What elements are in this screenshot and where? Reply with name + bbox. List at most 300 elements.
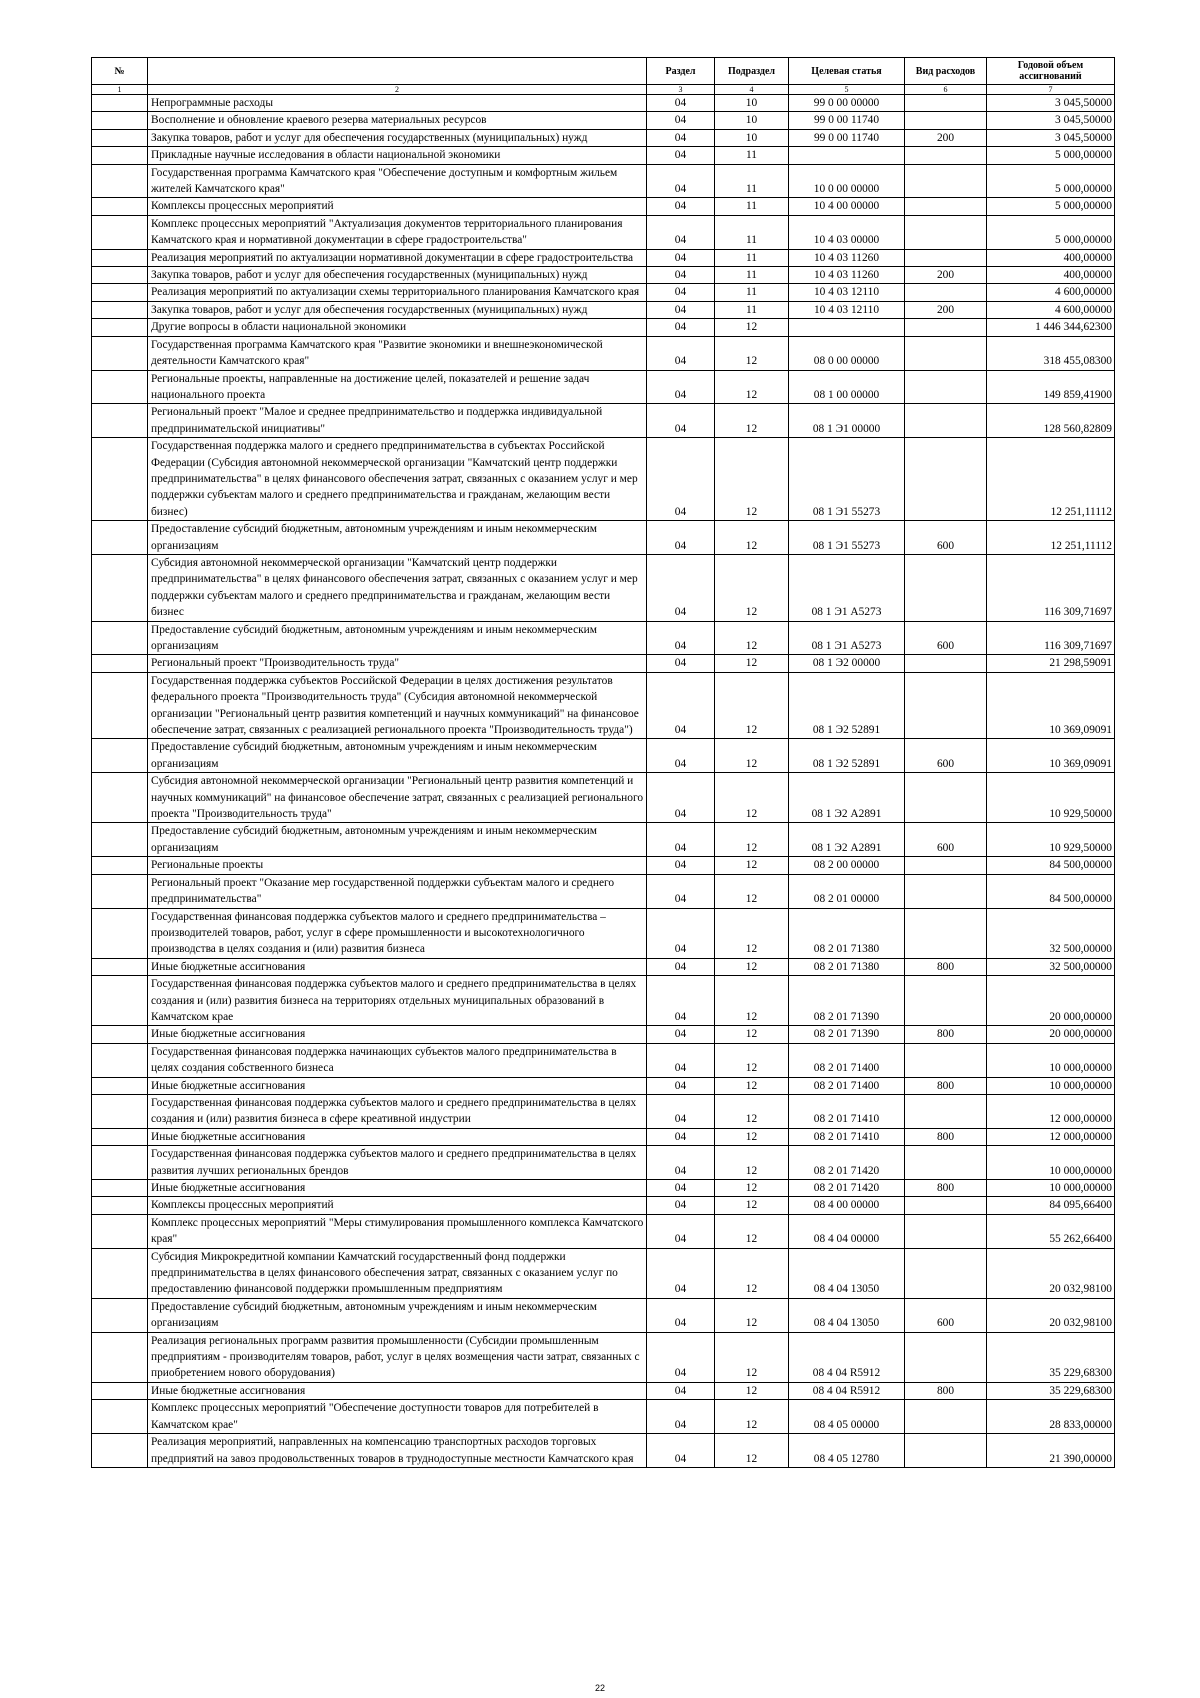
row-kind-cell	[905, 1248, 987, 1298]
row-name-cell: Реализация мероприятий по актуализации схемы территориального планирования Камчатского края	[148, 284, 647, 301]
row-number-cell	[92, 521, 148, 555]
header-amount: Годовой объем ассигнований	[987, 58, 1115, 85]
row-subsection-cell: 12	[715, 1043, 789, 1077]
row-amount-cell: 10 000,00000	[987, 1077, 1115, 1094]
row-subsection-cell: 11	[715, 284, 789, 301]
row-subsection-cell: 12	[715, 739, 789, 773]
row-number-cell	[92, 301, 148, 318]
table-row	[92, 147, 1115, 164]
row-amount-cell: 318 455,08300	[987, 336, 1115, 370]
row-amount-cell: 10 000,00000	[987, 1146, 1115, 1180]
row-kind-cell: 800	[905, 1128, 987, 1145]
row-amount-cell: 10 000,00000	[987, 1180, 1115, 1197]
row-name-cell: Иные бюджетные ассигнования	[148, 958, 647, 975]
row-kind-cell	[905, 1332, 987, 1382]
row-number-cell	[92, 284, 148, 301]
row-subsection-cell: 12	[715, 1434, 789, 1468]
row-section-cell: 04	[647, 319, 715, 336]
table-row	[92, 1400, 1115, 1434]
row-section-cell: 04	[647, 1146, 715, 1180]
row-name-cell: Региональные проекты, направленные на достижение целей, показателей и решение задач национального проекта	[148, 370, 647, 404]
row-subsection-cell: 12	[715, 1077, 789, 1094]
row-subsection-cell: 12	[715, 438, 789, 521]
row-name-cell: Закупка товаров, работ и услуг для обеспечения государственных (муниципальных) нужд	[148, 129, 647, 146]
row-section-cell: 04	[647, 1094, 715, 1128]
row-amount-cell: 5 000,00000	[987, 164, 1115, 198]
table-row	[92, 554, 1115, 621]
row-article-cell: 10 0 00 00000	[789, 164, 905, 198]
table-row	[92, 319, 1115, 336]
row-article-cell: 08 1 Э2 А2891	[789, 823, 905, 857]
table-row	[92, 773, 1115, 823]
row-name-cell: Непрограммные расходы	[148, 95, 647, 112]
row-name-cell: Иные бюджетные ассигнования	[148, 1077, 647, 1094]
row-kind-cell	[905, 1094, 987, 1128]
row-name-cell: Региональный проект "Малое и среднее предпринимательство и поддержка индивидуальной предпринимательской инициативы"	[148, 404, 647, 438]
table-row	[92, 129, 1115, 146]
row-subsection-cell: 11	[715, 215, 789, 249]
row-amount-cell: 32 500,00000	[987, 908, 1115, 958]
row-subsection-cell: 12	[715, 773, 789, 823]
row-number-cell	[92, 1434, 148, 1468]
row-subsection-cell: 11	[715, 147, 789, 164]
row-number-cell	[92, 621, 148, 655]
row-name-cell: Реализация региональных программ развития промышленности (Субсидии промышленным предприятиям - производителям товаров, работ, услуг в целях возмещения части затрат, связанных с приобретением нового оборудования)	[148, 1332, 647, 1382]
row-amount-cell: 35 229,68300	[987, 1382, 1115, 1399]
row-number-cell	[92, 1248, 148, 1298]
row-subsection-cell: 12	[715, 857, 789, 874]
row-subsection-cell: 12	[715, 1400, 789, 1434]
row-section-cell: 04	[647, 1382, 715, 1399]
row-article-cell: 08 1 Э2 52891	[789, 672, 905, 739]
row-section-cell: 04	[647, 267, 715, 284]
row-section-cell: 04	[647, 655, 715, 672]
row-section-cell: 04	[647, 621, 715, 655]
table-row	[92, 1094, 1115, 1128]
row-section-cell: 04	[647, 1214, 715, 1248]
row-number-cell	[92, 1146, 148, 1180]
row-article-cell: 08 4 04 00000	[789, 1214, 905, 1248]
row-kind-cell	[905, 1400, 987, 1434]
row-amount-cell: 21 298,59091	[987, 655, 1115, 672]
table-row	[92, 739, 1115, 773]
row-section-cell: 04	[647, 370, 715, 404]
row-kind-cell: 600	[905, 739, 987, 773]
row-subsection-cell: 12	[715, 1180, 789, 1197]
row-section-cell: 04	[647, 1400, 715, 1434]
row-number-cell	[92, 438, 148, 521]
row-amount-cell: 10 000,00000	[987, 1043, 1115, 1077]
row-number-cell	[92, 976, 148, 1026]
row-name-cell: Государственная поддержка малого и среднего предпринимательства в субъектах Российской Федерации (Субсидия автономной некоммерческой организации "Камчатский центр поддержки предпринимательства" в целях финансового обеспечения затрат, связанных с оказанием услуг и мер поддержки субъектам малого и среднего предпринимательства и гражданам, желающим вести бизнес)	[148, 438, 647, 521]
row-subsection-cell: 12	[715, 1248, 789, 1298]
row-article-cell: 10 4 03 00000	[789, 215, 905, 249]
row-name-cell: Предоставление субсидий бюджетным, автономным учреждениям и иным некоммерческим организациям	[148, 823, 647, 857]
row-amount-cell: 12 251,11112	[987, 521, 1115, 555]
row-number-cell	[92, 554, 148, 621]
column-number: 1	[92, 85, 148, 95]
row-number-cell	[92, 1298, 148, 1332]
row-subsection-cell: 12	[715, 908, 789, 958]
row-amount-cell: 20 000,00000	[987, 1026, 1115, 1043]
row-number-cell	[92, 823, 148, 857]
row-amount-cell: 20 032,98100	[987, 1298, 1115, 1332]
column-number: 6	[905, 85, 987, 95]
budget-table	[91, 57, 1115, 1468]
table-row	[92, 908, 1115, 958]
row-name-cell: Предоставление субсидий бюджетным, автономным учреждениям и иным некоммерческим организациям	[148, 521, 647, 555]
row-kind-cell: 600	[905, 823, 987, 857]
row-section-cell: 04	[647, 301, 715, 318]
row-number-cell	[92, 655, 148, 672]
row-subsection-cell: 12	[715, 554, 789, 621]
row-article-cell: 08 1 Э1 55273	[789, 521, 905, 555]
table-row	[92, 1180, 1115, 1197]
row-subsection-cell: 11	[715, 267, 789, 284]
table-row	[92, 336, 1115, 370]
header-kind: Вид расходов	[905, 58, 987, 85]
table-row	[92, 1128, 1115, 1145]
row-section-cell: 04	[647, 823, 715, 857]
row-name-cell: Государственная финансовая поддержка субъектов малого и среднего предпринимательства в целях создания и (или) развития бизнеса на территориях отдельных муниципальных образований в Камчатском крае	[148, 976, 647, 1026]
table-row	[92, 958, 1115, 975]
row-number-cell	[92, 874, 148, 908]
row-amount-cell: 20 032,98100	[987, 1248, 1115, 1298]
row-subsection-cell: 12	[715, 976, 789, 1026]
row-name-cell: Восполнение и обновление краевого резерва материальных ресурсов	[148, 112, 647, 129]
row-subsection-cell: 12	[715, 404, 789, 438]
row-article-cell	[789, 319, 905, 336]
row-subsection-cell: 10	[715, 95, 789, 112]
row-name-cell: Иные бюджетные ассигнования	[148, 1026, 647, 1043]
row-number-cell	[92, 336, 148, 370]
header-article: Целевая статья	[789, 58, 905, 85]
row-article-cell: 08 2 01 71380	[789, 908, 905, 958]
row-name-cell: Прикладные научные исследования в области национальной экономики	[148, 147, 647, 164]
row-kind-cell	[905, 908, 987, 958]
row-kind-cell: 800	[905, 1382, 987, 1399]
row-name-cell: Иные бюджетные ассигнования	[148, 1382, 647, 1399]
header-row	[92, 58, 1115, 85]
row-section-cell: 04	[647, 857, 715, 874]
row-section-cell: 04	[647, 1043, 715, 1077]
table-row	[92, 976, 1115, 1026]
row-article-cell: 08 2 01 71390	[789, 976, 905, 1026]
row-kind-cell	[905, 95, 987, 112]
row-number-cell	[92, 857, 148, 874]
row-amount-cell: 84 500,00000	[987, 857, 1115, 874]
row-section-cell: 04	[647, 336, 715, 370]
row-article-cell: 08 2 01 71410	[789, 1094, 905, 1128]
row-number-cell	[92, 1094, 148, 1128]
row-article-cell: 08 2 01 00000	[789, 874, 905, 908]
table-row	[92, 621, 1115, 655]
row-subsection-cell: 12	[715, 1146, 789, 1180]
row-name-cell: Комплекс процессных мероприятий "Обеспечение доступности товаров для потребителей в Камчатском крае"	[148, 1400, 647, 1434]
row-name-cell: Государственная поддержка субъектов Российской Федерации в целях достижения результатов федерального проекта "Производительность труда" (Субсидия автономной некоммерческой организации "Региональный центр развития компетенций и научных коммуникаций" на финансовое обеспечение затрат, связанных с реализацией регионального проекта "Производительность труда")	[148, 672, 647, 739]
row-number-cell	[92, 129, 148, 146]
row-number-cell	[92, 164, 148, 198]
row-section-cell: 04	[647, 521, 715, 555]
row-subsection-cell: 11	[715, 198, 789, 215]
row-subsection-cell: 12	[715, 1128, 789, 1145]
row-name-cell: Субсидия автономной некоммерческой организации "Региональный центр развития компетенций и научных коммуникаций" на финансовое обеспечение затрат, связанных с реализацией регионального проекта "Производительность труда"	[148, 773, 647, 823]
table-row	[92, 823, 1115, 857]
row-number-cell	[92, 404, 148, 438]
row-article-cell: 10 4 00 00000	[789, 198, 905, 215]
row-section-cell: 04	[647, 164, 715, 198]
row-kind-cell: 200	[905, 301, 987, 318]
row-amount-cell: 20 000,00000	[987, 976, 1115, 1026]
row-article-cell: 08 4 00 00000	[789, 1197, 905, 1214]
row-name-cell: Государственная финансовая поддержка начинающих субъектов малого предпринимательства в целях создания собственного бизнеса	[148, 1043, 647, 1077]
row-subsection-cell: 10	[715, 112, 789, 129]
row-kind-cell: 800	[905, 958, 987, 975]
row-number-cell	[92, 95, 148, 112]
row-kind-cell	[905, 336, 987, 370]
row-name-cell: Реализация мероприятий по актуализации нормативной документации в сфере градостроительства	[148, 249, 647, 266]
row-section-cell: 04	[647, 739, 715, 773]
row-subsection-cell: 12	[715, 1298, 789, 1332]
row-article-cell: 08 1 Э2 А2891	[789, 773, 905, 823]
row-article-cell: 10 4 03 12110	[789, 301, 905, 318]
table-row	[92, 857, 1115, 874]
row-article-cell: 08 1 00 00000	[789, 370, 905, 404]
column-number: 2	[148, 85, 647, 95]
table-row	[92, 301, 1115, 318]
table-row	[92, 198, 1115, 215]
row-article-cell: 08 4 05 00000	[789, 1400, 905, 1434]
row-name-cell: Комплексы процессных мероприятий	[148, 198, 647, 215]
row-amount-cell: 84 095,66400	[987, 1197, 1115, 1214]
row-number-cell	[92, 112, 148, 129]
row-section-cell: 04	[647, 198, 715, 215]
row-subsection-cell: 12	[715, 672, 789, 739]
row-section-cell: 04	[647, 1077, 715, 1094]
row-number-cell	[92, 1128, 148, 1145]
row-amount-cell: 3 045,50000	[987, 95, 1115, 112]
row-subsection-cell: 12	[715, 1094, 789, 1128]
row-kind-cell	[905, 215, 987, 249]
row-number-cell	[92, 773, 148, 823]
row-number-cell	[92, 147, 148, 164]
page-number: 22	[594, 1683, 605, 1693]
table-row	[92, 1248, 1115, 1298]
row-article-cell: 08 1 Э1 А5273	[789, 621, 905, 655]
row-subsection-cell: 12	[715, 1197, 789, 1214]
row-article-cell: 08 2 01 71420	[789, 1146, 905, 1180]
row-amount-cell: 400,00000	[987, 249, 1115, 266]
row-number-cell	[92, 1382, 148, 1399]
row-amount-cell: 116 309,71697	[987, 554, 1115, 621]
row-number-cell	[92, 249, 148, 266]
table-row	[92, 521, 1115, 555]
column-number-row	[92, 85, 1115, 95]
row-name-cell: Комплекс процессных мероприятий "Меры стимулирования промышленного комплекса Камчатского края"	[148, 1214, 647, 1248]
row-amount-cell: 10 929,50000	[987, 823, 1115, 857]
row-number-cell	[92, 908, 148, 958]
row-subsection-cell: 12	[715, 1332, 789, 1382]
table-body	[92, 95, 1115, 1468]
row-section-cell: 04	[647, 958, 715, 975]
row-section-cell: 04	[647, 438, 715, 521]
row-kind-cell: 600	[905, 621, 987, 655]
column-number: 5	[789, 85, 905, 95]
row-number-cell	[92, 1026, 148, 1043]
row-name-cell: Государственная финансовая поддержка субъектов малого и среднего предпринимательства в целях создания и (или) развития бизнеса в сфере креативной индустрии	[148, 1094, 647, 1128]
row-article-cell: 08 2 00 00000	[789, 857, 905, 874]
row-subsection-cell: 11	[715, 301, 789, 318]
row-section-cell: 04	[647, 1248, 715, 1298]
row-name-cell: Региональный проект "Производительность труда"	[148, 655, 647, 672]
row-number-cell	[92, 1214, 148, 1248]
row-kind-cell	[905, 1146, 987, 1180]
row-number-cell	[92, 1180, 148, 1197]
row-subsection-cell: 12	[715, 1214, 789, 1248]
row-number-cell	[92, 215, 148, 249]
row-amount-cell: 3 045,50000	[987, 129, 1115, 146]
row-kind-cell	[905, 1434, 987, 1468]
row-amount-cell: 1 446 344,62300	[987, 319, 1115, 336]
row-name-cell: Комплекс процессных мероприятий "Актуализация документов территориального планирования Камчатского края и нормативной документации в сфере градостроительства"	[148, 215, 647, 249]
row-section-cell: 04	[647, 284, 715, 301]
row-amount-cell: 28 833,00000	[987, 1400, 1115, 1434]
row-article-cell: 99 0 00 11740	[789, 129, 905, 146]
table-row	[92, 370, 1115, 404]
row-article-cell: 99 0 00 00000	[789, 95, 905, 112]
row-name-cell: Государственная финансовая поддержка субъектов малого и среднего предпринимательства – производителей товаров, работ, услуг в сфере промышленности и высокотехнологичного производства в целях создания и (или) развития бизнеса	[148, 908, 647, 958]
table-row	[92, 267, 1115, 284]
table-row	[92, 284, 1115, 301]
column-number: 4	[715, 85, 789, 95]
row-amount-cell: 4 600,00000	[987, 301, 1115, 318]
table-row	[92, 1332, 1115, 1382]
row-article-cell: 08 1 Э1 А5273	[789, 554, 905, 621]
row-kind-cell: 800	[905, 1026, 987, 1043]
row-number-cell	[92, 198, 148, 215]
row-name-cell: Другие вопросы в области национальной экономики	[148, 319, 647, 336]
row-section-cell: 04	[647, 1026, 715, 1043]
row-article-cell: 08 1 Э2 00000	[789, 655, 905, 672]
row-amount-cell: 32 500,00000	[987, 958, 1115, 975]
row-article-cell: 08 2 01 71400	[789, 1043, 905, 1077]
row-name-cell: Субсидия автономной некоммерческой организации "Камчатский центр поддержки предпринимательства" в целях финансового обеспечения затрат, связанных с оказанием услуг и мер поддержки субъектам малого и среднего предпринимательства и гражданам, желающим вести бизнес	[148, 554, 647, 621]
table-row	[92, 1434, 1115, 1468]
row-name-cell: Закупка товаров, работ и услуг для обеспечения государственных (муниципальных) нужд	[148, 267, 647, 284]
row-amount-cell: 3 045,50000	[987, 112, 1115, 129]
table-row	[92, 874, 1115, 908]
row-article-cell: 08 2 01 71400	[789, 1077, 905, 1094]
row-section-cell: 04	[647, 976, 715, 1026]
row-subsection-cell: 12	[715, 1026, 789, 1043]
row-section-cell: 04	[647, 672, 715, 739]
row-amount-cell: 116 309,71697	[987, 621, 1115, 655]
row-subsection-cell: 11	[715, 164, 789, 198]
row-number-cell	[92, 370, 148, 404]
row-article-cell: 08 1 Э2 52891	[789, 739, 905, 773]
row-section-cell: 04	[647, 1197, 715, 1214]
row-name-cell: Государственная финансовая поддержка субъектов малого и среднего предпринимательства в целях развития лучших региональных брендов	[148, 1146, 647, 1180]
row-subsection-cell: 12	[715, 1382, 789, 1399]
row-article-cell: 08 4 05 12780	[789, 1434, 905, 1468]
row-article-cell: 10 4 03 12110	[789, 284, 905, 301]
row-section-cell: 04	[647, 554, 715, 621]
row-amount-cell: 12 000,00000	[987, 1128, 1115, 1145]
row-kind-cell	[905, 874, 987, 908]
row-amount-cell: 128 560,82809	[987, 404, 1115, 438]
row-section-cell: 04	[647, 215, 715, 249]
row-kind-cell	[905, 672, 987, 739]
row-kind-cell: 200	[905, 267, 987, 284]
row-kind-cell	[905, 1214, 987, 1248]
table-row	[92, 95, 1115, 112]
row-kind-cell	[905, 1043, 987, 1077]
row-number-cell	[92, 319, 148, 336]
row-section-cell: 04	[647, 773, 715, 823]
column-number: 3	[647, 85, 715, 95]
row-number-cell	[92, 958, 148, 975]
table-row	[92, 1382, 1115, 1399]
row-amount-cell: 400,00000	[987, 267, 1115, 284]
header-name	[148, 58, 647, 85]
row-kind-cell: 600	[905, 521, 987, 555]
row-section-cell: 04	[647, 112, 715, 129]
row-subsection-cell: 12	[715, 621, 789, 655]
row-section-cell: 04	[647, 249, 715, 266]
row-number-cell	[92, 1043, 148, 1077]
row-amount-cell: 5 000,00000	[987, 147, 1115, 164]
row-kind-cell	[905, 438, 987, 521]
row-article-cell: 08 2 01 71390	[789, 1026, 905, 1043]
row-name-cell: Государственная программа Камчатского края "Обеспечение доступным и комфортным жильем жителей Камчатского края"	[148, 164, 647, 198]
row-name-cell: Иные бюджетные ассигнования	[148, 1128, 647, 1145]
row-section-cell: 04	[647, 129, 715, 146]
row-article-cell	[789, 147, 905, 164]
row-number-cell	[92, 1332, 148, 1382]
row-name-cell: Закупка товаров, работ и услуг для обеспечения государственных (муниципальных) нужд	[148, 301, 647, 318]
table-row	[92, 1077, 1115, 1094]
row-section-cell: 04	[647, 404, 715, 438]
row-article-cell: 10 4 03 11260	[789, 267, 905, 284]
row-article-cell: 08 2 01 71420	[789, 1180, 905, 1197]
table-row	[92, 655, 1115, 672]
row-kind-cell	[905, 655, 987, 672]
row-kind-cell	[905, 112, 987, 129]
header-subsection: Подраздел	[715, 58, 789, 85]
row-kind-cell	[905, 198, 987, 215]
row-section-cell: 04	[647, 1180, 715, 1197]
row-kind-cell	[905, 284, 987, 301]
table-row	[92, 1026, 1115, 1043]
table-row	[92, 1298, 1115, 1332]
row-name-cell: Региональный проект "Оказание мер государственной поддержки субъектам малого и среднего предпринимательства"	[148, 874, 647, 908]
row-article-cell: 08 4 04 13050	[789, 1248, 905, 1298]
row-kind-cell	[905, 404, 987, 438]
row-section-cell: 04	[647, 908, 715, 958]
row-amount-cell: 21 390,00000	[987, 1434, 1115, 1468]
table-row	[92, 1197, 1115, 1214]
row-amount-cell: 55 262,66400	[987, 1214, 1115, 1248]
row-name-cell: Иные бюджетные ассигнования	[148, 1180, 647, 1197]
row-kind-cell	[905, 249, 987, 266]
row-article-cell: 08 2 01 71410	[789, 1128, 905, 1145]
table-row	[92, 404, 1115, 438]
row-subsection-cell: 12	[715, 336, 789, 370]
row-article-cell: 08 4 04 R5912	[789, 1332, 905, 1382]
table-row	[92, 215, 1115, 249]
row-kind-cell	[905, 1197, 987, 1214]
row-number-cell	[92, 739, 148, 773]
